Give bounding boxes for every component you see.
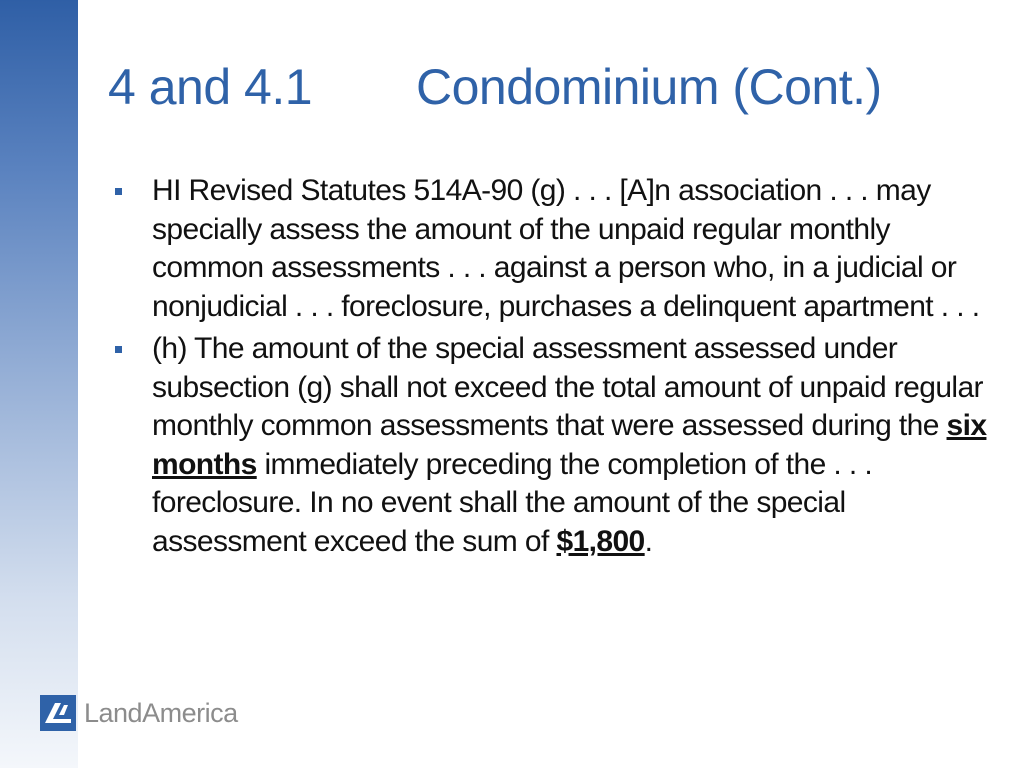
bullet-text-part: immediately preceding the completion of the . . . foreclosure. In no event shall the amount of the special assessment exceed the sum of [152, 447, 873, 558]
bullet-list [112, 172, 992, 565]
square-bullet-icon [115, 346, 122, 353]
bullet-text-part: (h) The amount of the special assessment assessed under subsection (g) shall not exceed the total amount of unpaid regular monthly common assessments that were assessed during the [152, 332, 983, 442]
logo-wordmark: LandAmerica [84, 697, 238, 728]
bullet-item-statute-g [112, 172, 992, 326]
slide-title-number: 4 and 4.1 [108, 59, 313, 115]
side-gradient-band [0, 0, 78, 768]
slide-title [108, 59, 882, 115]
bullet-text-part: . [644, 524, 653, 558]
square-bullet-icon [115, 188, 122, 195]
slide-title-text: Condominium (Cont.) [416, 59, 882, 115]
emphasis-amount: $1,800 [556, 524, 645, 558]
emphasis-six-months: six months [152, 409, 987, 481]
bullet-item-statute-h [112, 330, 992, 561]
bullet-text: HI Revised Statutes 514A-90 (g) . . . [A]n association . . . may specially assess the amount of the unpaid regular monthly common assessments . . . against a person who, in a judicial or nonjudicial . . . foreclosure, purchases a delinquent apartment . . . [152, 174, 980, 323]
logo-mark-icon [40, 695, 76, 731]
landamerica-logo [40, 693, 238, 733]
